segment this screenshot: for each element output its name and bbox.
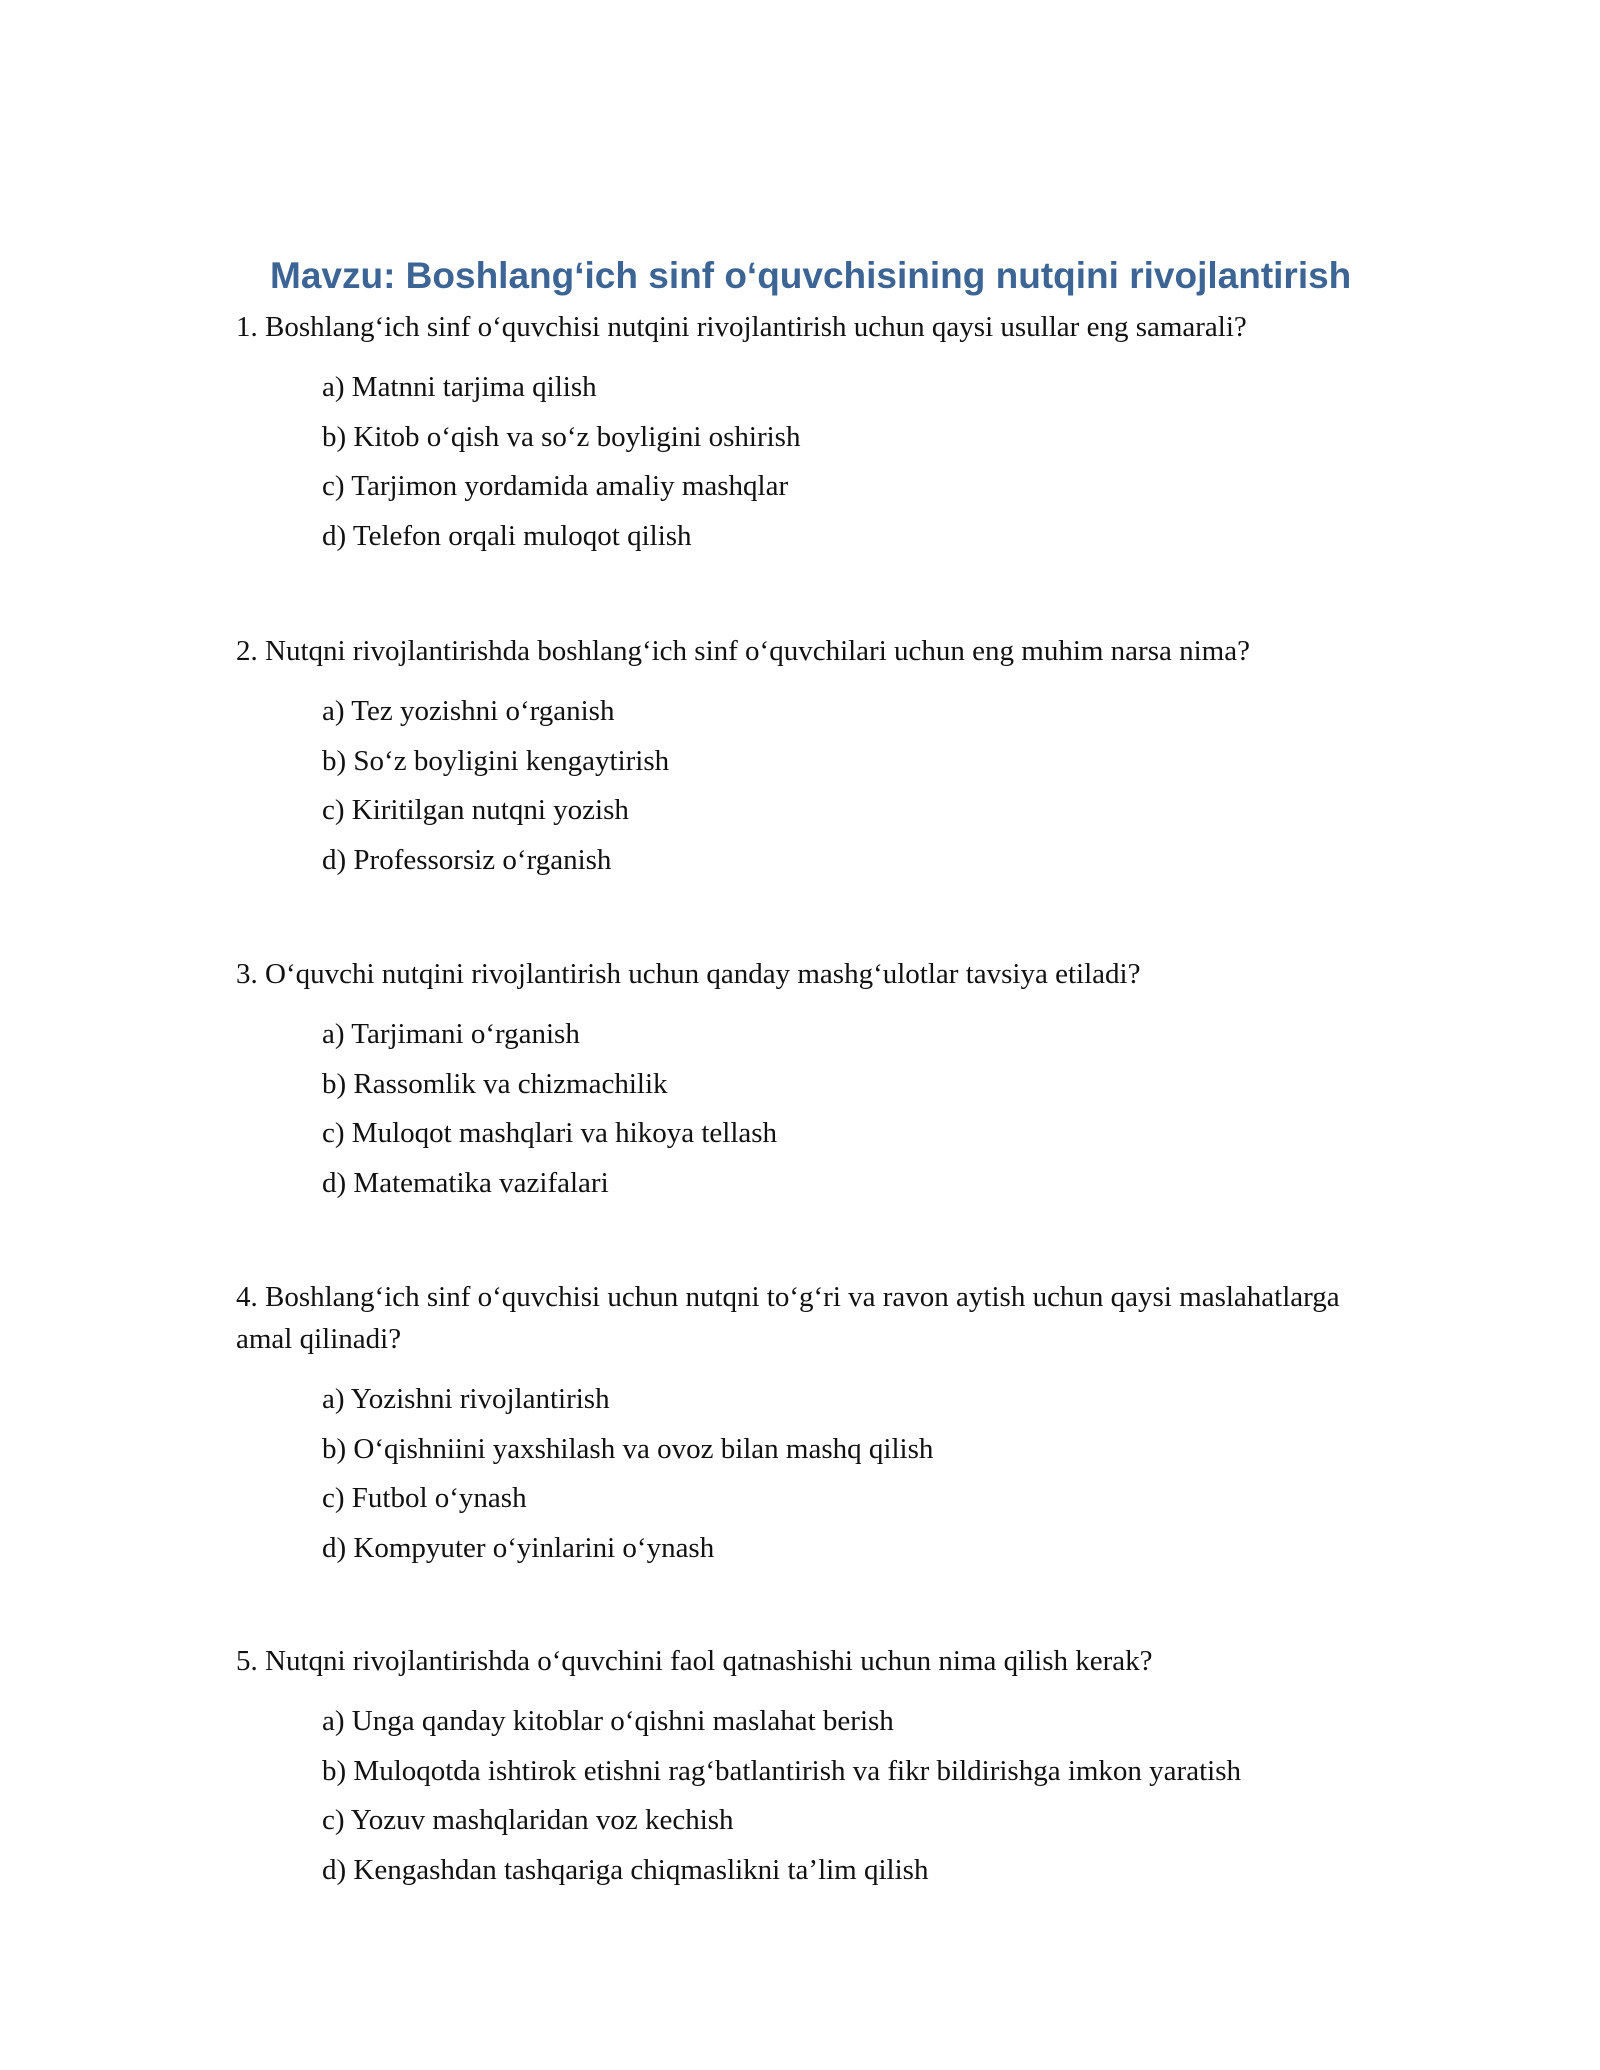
question-1-options [322, 363, 1382, 561]
option-4a: a) Yozishni rivojlantirish [322, 1383, 610, 1415]
option-1a: a) Matnni tarjima qilish [322, 371, 597, 403]
option-4b: b) O‘qishniini yaxshilash va ovoz bilan mashq qilish [322, 1432, 934, 1465]
option-4c: c) Futbol o‘ynash [322, 1482, 527, 1514]
question-3-options [322, 1010, 1382, 1208]
page-title: Mavzu: Boshlang‘ich sinf o‘quvchisining nutqini rivojlantirish [270, 255, 1352, 296]
option-3d: d) Matematika vazifalari [322, 1166, 609, 1199]
option-2c: c) Kiritilgan nutqni yozish [322, 794, 629, 826]
option-5b: b) Muloqotda ishtirok etishni rag‘batlantirish va fikr bildirishga imkon yaratish [322, 1754, 1241, 1787]
option-1b: b) Kitob o‘qish va so‘z boyligini oshirish [322, 420, 801, 453]
option-3a: a) Tarjimani o‘rganish [322, 1018, 580, 1050]
option-5c: c) Yozuv mashqlaridan voz kechish [322, 1804, 734, 1836]
question-1: 1. Boshlang‘ich sinf o‘quvchisi nutqini rivojlantirish uchun qaysi usullar eng samarali? [236, 311, 1247, 343]
question-2: 2. Nutqni rivojlantirishda boshlang‘ich sinf o‘quvchilari uchun eng muhim narsa nima? [236, 635, 1250, 667]
question-4: 4. Boshlang‘ich sinf o‘quvchisi uchun nutqni to‘g‘ri va ravon aytish uchun qaysi maslahatlarga amal qilinadi? [236, 1281, 1340, 1355]
option-5d: d) Kengashdan tashqariga chiqmaslikni ta’lim qilish [322, 1853, 929, 1886]
question-5: 5. Nutqni rivojlantirishda o‘quvchini faol qatnashishi uchun nima qilish kerak? [236, 1645, 1153, 1677]
question-2-options [322, 687, 1382, 885]
option-5a: a) Unga qanday kitoblar o‘qishni maslahat berish [322, 1705, 894, 1737]
question-3: 3. O‘quvchi nutqini rivojlantirish uchun qanday mashg‘ulotlar tavsiya etiladi? [236, 958, 1141, 990]
option-3b: b) Rassomlik va chizmachilik [322, 1067, 668, 1100]
option-2b: b) So‘z boyligini kengaytirish [322, 744, 670, 777]
option-2d: d) Professorsiz o‘rganish [322, 843, 612, 876]
option-2a: a) Tez yozishni o‘rganish [322, 695, 615, 727]
option-4d: d) Kompyuter o‘yinlarini o‘ynash [322, 1531, 715, 1564]
question-4-options [322, 1375, 1382, 1573]
question-5-options [322, 1697, 1382, 1895]
option-3c: c) Muloqot mashqlari va hikoya tellash [322, 1117, 778, 1149]
option-1d: d) Telefon orqali muloqot qilish [322, 519, 692, 552]
option-1c: c) Tarjimon yordamida amaliy mashqlar [322, 470, 789, 502]
